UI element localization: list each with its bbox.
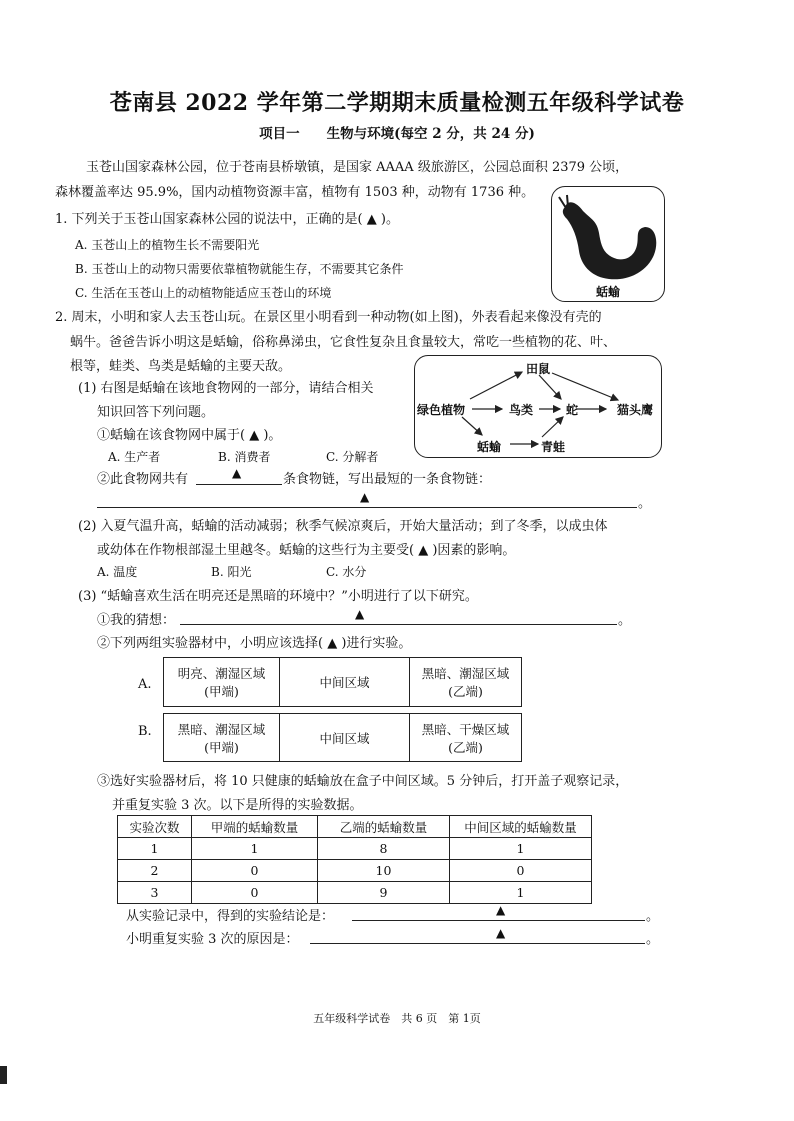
table-cell: 1 <box>118 838 192 860</box>
food-web-node-owl: 猫头鹰 <box>617 403 654 417</box>
q2-part3-hypothesis-label: ①我的猜想： <box>97 613 176 628</box>
setup-b-table <box>163 713 522 762</box>
setup-a-middle: 中间区域 <box>280 658 410 707</box>
q2-part3-choose-setup: ②下列两组实验器材中，小明应该选择( ▲ )进行实验。 <box>97 636 412 651</box>
period: 。 <box>646 909 660 924</box>
q2-part1-question-b-pre: ②此食物网共有 <box>97 472 189 487</box>
q1-option-b: B. 玉苍山上的动物只需要依靠植物就能生存，不需要其它条件 <box>75 262 404 276</box>
food-web-node-green-plants: 绿色植物 <box>417 403 466 417</box>
q1-option-c: C. 生活在玉苍山上的动植物能适应玉苍山的环境 <box>75 286 332 300</box>
answer-mark: ▲ <box>360 490 370 504</box>
q2-part2-option-c: C. 水分 <box>326 565 367 579</box>
q2-part1-option-b: B. 消费者 <box>218 450 271 464</box>
answer-mark: ▲ <box>496 903 506 917</box>
q2-part2-line-1: (2) 入夏气温升高，蛞蝓的活动减弱；秋季气候凉爽后，开始大量活动；到了冬季，以成虫体 <box>78 519 608 534</box>
q2-stem-3: 根等，蛙类、鸟类是蛞蝓的主要天敌。 <box>70 359 292 374</box>
setup-a-letter: A. <box>138 677 152 692</box>
table-row <box>118 882 592 904</box>
page-footer: 五年级科学试卷 共 6 页 第 1页 <box>313 1012 481 1025</box>
table-cell: 0 <box>192 860 318 882</box>
q2-part2-option-b: B. 阳光 <box>211 565 252 579</box>
table-cell: 9 <box>318 882 450 904</box>
answer-blank-hypothesis[interactable] <box>180 624 617 625</box>
q2-stem-2: 蜗牛。爸爸告诉小明这是蛞蝓，俗称鼻涕虫，它食性复杂且食量较大，常吃一些植物的花、叶、 <box>70 335 617 350</box>
answer-blank-shortest-chain[interactable] <box>97 507 637 508</box>
exam-title: 苍南县 2022 学年第二学期期末质量检测五年级科学试卷 <box>109 90 685 116</box>
table-cell: 8 <box>318 838 450 860</box>
table-cell: 3 <box>118 882 192 904</box>
table-header-row <box>118 816 592 838</box>
table-header: 中间区域的蛞蝓数量 <box>450 816 592 838</box>
table-header: 甲端的蛞蝓数量 <box>192 816 318 838</box>
answer-mark: ▲ <box>355 607 365 621</box>
answer-blank-chain-count[interactable] <box>196 484 282 485</box>
table-row <box>118 838 592 860</box>
reason-label: 小明重复实验 3 次的原因是： <box>126 932 299 947</box>
q2-part1-option-a: A. 生产者 <box>108 450 161 464</box>
food-web-node-frog: 青蛙 <box>541 440 566 454</box>
intro-line-1: 玉苍山国家森林公园，位于苍南县桥墩镇，是国家 AAAA 级旅游区，公园总面积 2379 公顷， <box>86 160 629 175</box>
table-cell: 10 <box>318 860 450 882</box>
setup-a-end-jia: 明亮、潮湿区域 (甲端) <box>164 658 280 707</box>
experiment-data-table <box>117 815 592 904</box>
slug-label: 蛞蝓 <box>596 285 621 299</box>
period: 。 <box>646 932 660 947</box>
table-cell: 0 <box>450 860 592 882</box>
slug-icon <box>553 193 664 283</box>
table-cell: 1 <box>450 882 592 904</box>
setup-b-end-jia: 黑暗、潮湿区域 (甲端) <box>164 714 280 762</box>
setup-b-end-yi: 黑暗、干燥区域 (乙端) <box>410 714 522 762</box>
answer-mark: ▲ <box>496 926 506 940</box>
setup-b-middle: 中间区域 <box>280 714 410 762</box>
table-header: 乙端的蛞蝓数量 <box>318 816 450 838</box>
q2-part1-question-a: ①蛞蝓在该食物网中属于( ▲ )。 <box>97 428 282 443</box>
setup-a-table <box>163 657 522 707</box>
q1-stem: 1. 下列关于玉苍山国家森林公园的说法中，正确的是( ▲ )。 <box>55 212 399 227</box>
scan-edge-mark <box>0 1066 7 1084</box>
q2-part1-question-b-post: 条食物链，写出最短的一条食物链： <box>283 472 492 487</box>
intro-line-2: 森林覆盖率达 95.9%，国内动植物资源丰富，植物有 1503 种，动物有 1736 种。 <box>55 185 535 200</box>
setup-b-letter: B. <box>138 724 152 739</box>
table-cell: 1 <box>450 838 592 860</box>
period: 。 <box>638 496 652 511</box>
food-web-node-birds: 鸟类 <box>509 403 534 417</box>
answer-blank-conclusion[interactable] <box>352 920 645 921</box>
table-cell: 1 <box>192 838 318 860</box>
q2-part1-intro-2: 知识回答下列问题。 <box>97 405 215 420</box>
table-header: 实验次数 <box>118 816 192 838</box>
setup-a-end-yi: 黑暗、潮湿区域 (乙端) <box>410 658 522 707</box>
q2-part2-line-2: 或幼体在作物根部湿土里越冬。蛞蝓的这些行为主要受( ▲ )因素的影响。 <box>97 543 516 558</box>
q2-part2-option-a: A. 温度 <box>97 565 138 579</box>
table-cell: 2 <box>118 860 192 882</box>
period: 。 <box>618 613 632 628</box>
section-heading: 项目一 生物与环境(每空 2 分，共 24 分) <box>259 126 535 142</box>
table-cell: 0 <box>192 882 318 904</box>
table-row <box>118 860 592 882</box>
slug-picture-frame <box>551 186 665 302</box>
q1-option-a: A. 玉苍山上的植物生长不需要阳光 <box>75 238 260 252</box>
answer-mark: ▲ <box>232 466 242 480</box>
q2-part1-option-c: C. 分解者 <box>326 450 379 464</box>
q2-part3-intro: (3) “蛞蝓喜欢生活在明亮还是黑暗的环境中？”小明进行了以下研究。 <box>78 589 478 604</box>
food-web-node-snake: 蛇 <box>566 403 579 417</box>
conclusion-label: 从实验记录中，得到的实验结论是： <box>126 909 335 924</box>
q2-stem-1: 2. 周末，小明和家人去玉苍山玩。在景区里小明看到一种动物(如上图)，外表看起来像没有壳的 <box>55 310 602 325</box>
food-web-diagram <box>414 355 662 458</box>
food-web-node-slug: 蛞蝓 <box>477 440 502 454</box>
food-web-node-field-mouse: 田鼠 <box>526 362 551 376</box>
q2-part1-intro-1: (1) 右图是蛞蝓在该地食物网的一部分，请结合相关 <box>78 381 374 396</box>
q2-part3-procedure-2: 并重复实验 3 次。以下是所得的实验数据。 <box>112 798 363 813</box>
answer-blank-reason[interactable] <box>310 943 645 944</box>
q2-part3-procedure-1: ③选好实验器材后，将 10 只健康的蛞蝓放在盒子中间区域。5 分钟后，打开盖子观察记录， <box>97 774 629 789</box>
